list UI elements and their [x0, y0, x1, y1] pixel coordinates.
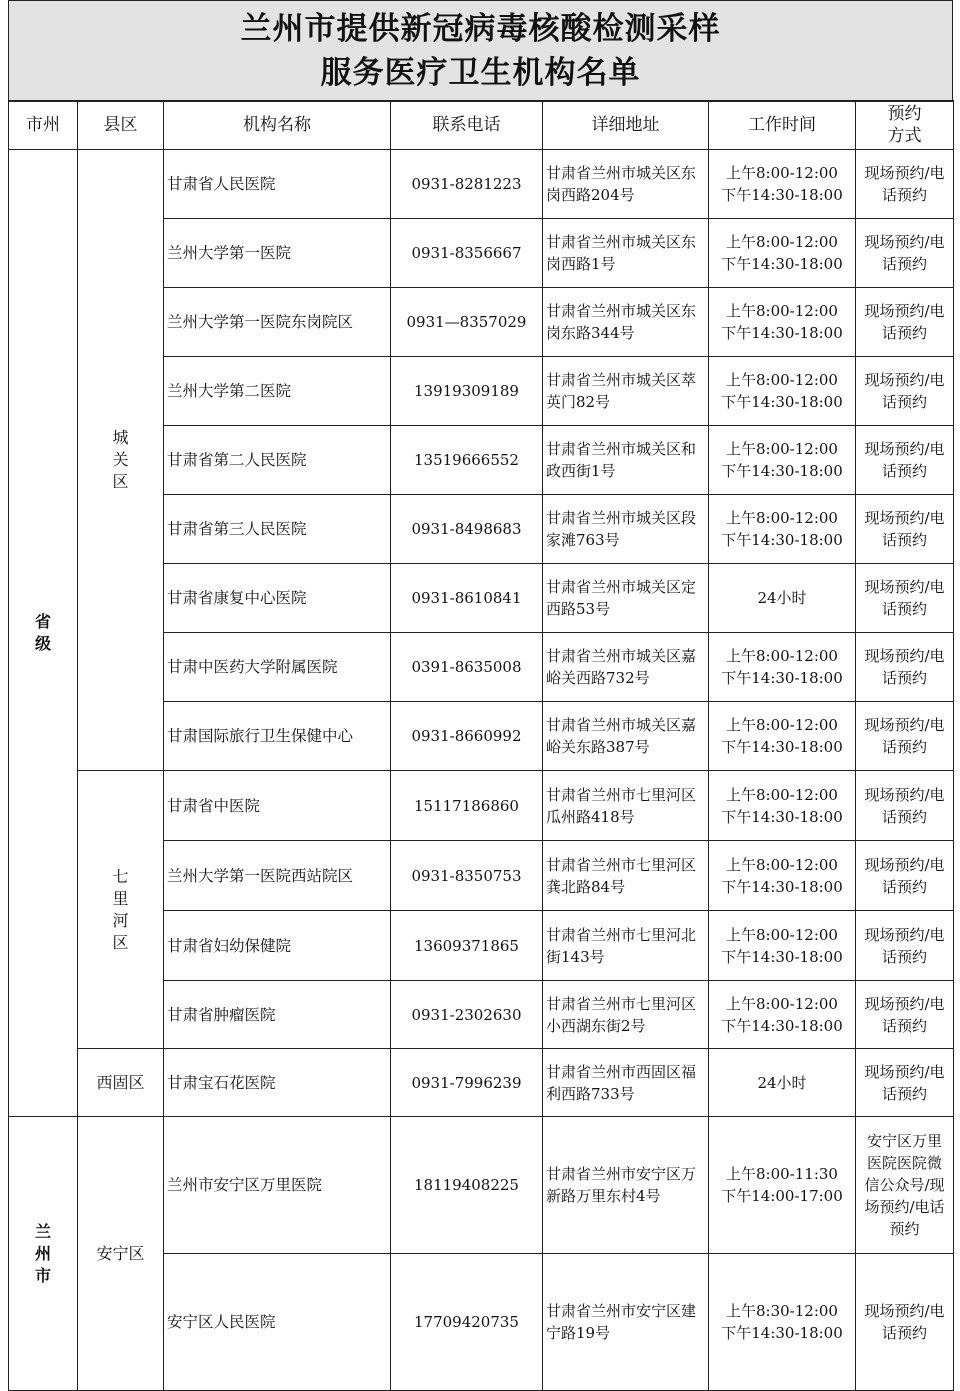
org-name: 甘肃宝石花医院: [164, 1049, 391, 1117]
address: 甘肃省兰州市安宁区万新路万里东村4号: [543, 1117, 709, 1254]
hours-pm: 下午14:30-18:00: [721, 947, 843, 966]
document-title: [8, 0, 953, 102]
work-hours: [709, 219, 856, 288]
phone-number: 0931—8357029: [391, 288, 543, 357]
booking-label: 现场预约/电话预约: [864, 578, 945, 618]
booking-method: [856, 564, 954, 633]
booking-method: [856, 633, 954, 702]
booking-label: 现场预约/电话预约: [864, 855, 945, 896]
table-body: [9, 150, 954, 1391]
booking-label: 现场预约/电话预约: [864, 440, 945, 480]
booking-label: 现场预约/电话预约: [864, 925, 945, 966]
city-label: 省级: [34, 612, 51, 653]
org-name: 甘肃中医药大学附属医院: [164, 633, 391, 702]
work-hours: [709, 702, 856, 771]
address: 甘肃省兰州市城关区东岗西路1号: [543, 219, 709, 288]
org-name: 甘肃省第二人民医院: [164, 426, 391, 495]
hours-pm: 下午14:30-18:00: [721, 393, 843, 411]
hours-pm: 下午14:30-18:00: [721, 186, 843, 204]
work-hours: [709, 1117, 856, 1254]
phone-number: 0931-2302630: [391, 981, 543, 1049]
address: 甘肃省兰州市七里河北街143号: [543, 911, 709, 981]
phone-number: 13519666552: [391, 426, 543, 495]
hours-am: 24小时: [757, 1073, 807, 1092]
address: 甘肃省兰州市城关区嘉峪关东路387号: [543, 702, 709, 771]
address: 甘肃省兰州市七里河区小西湖东街2号: [543, 981, 709, 1049]
hours-pm: 下午14:30-18:00: [721, 877, 843, 896]
header-city: 市州: [9, 101, 78, 150]
work-hours: [709, 1254, 856, 1391]
phone-number: 18119408225: [391, 1117, 543, 1254]
hours-am: 上午8:00-12:00: [726, 302, 838, 320]
org-name: 甘肃省人民医院: [164, 150, 391, 219]
booking-label: 现场预约/电话预约: [864, 302, 945, 342]
table-row: [9, 1117, 954, 1254]
hours-am: 上午8:00-12:00: [726, 994, 838, 1013]
county-label: 安宁区: [96, 1243, 145, 1263]
booking-method: [856, 150, 954, 219]
hours-am: 上午8:00-12:00: [726, 440, 838, 458]
county-cell: [78, 1117, 164, 1391]
org-name: 兰州市安宁区万里医院: [164, 1117, 391, 1254]
hours-pm: 下午14:30-18:00: [721, 1324, 843, 1342]
booking-label: 现场预约/电话预约: [864, 1062, 945, 1103]
county-cell: [78, 771, 164, 1049]
hours-am: 上午8:00-12:00: [726, 509, 838, 527]
booking-label: 现场预约/电话预约: [864, 371, 945, 411]
work-hours: [709, 1049, 856, 1117]
county-cell: [78, 150, 164, 771]
booking-method: [856, 841, 954, 911]
work-hours: [709, 911, 856, 981]
work-hours: [709, 426, 856, 495]
org-name: 甘肃省康复中心医院: [164, 564, 391, 633]
hours-am: 上午8:00-12:00: [726, 164, 838, 182]
booking-method: [856, 1049, 954, 1117]
hours-pm: 下午14:30-18:00: [721, 531, 843, 549]
address: 甘肃省兰州市城关区东岗东路344号: [543, 288, 709, 357]
header-address: 详细地址: [543, 101, 709, 150]
org-name: 甘肃省妇幼保健院: [164, 911, 391, 981]
org-name: 甘肃省第三人民医院: [164, 495, 391, 564]
hours-pm: 下午14:30-18:00: [721, 807, 843, 826]
org-name: 兰州大学第一医院东岗院区: [164, 288, 391, 357]
booking-method: [856, 1117, 954, 1254]
booking-method: [856, 911, 954, 981]
phone-number: 0931-8281223: [391, 150, 543, 219]
booking-label: 现场预约/电话预约: [864, 647, 945, 687]
county-label: 城关区: [112, 428, 129, 491]
hours-am: 24小时: [757, 589, 807, 607]
address: 甘肃省兰州市七里河区瓜州路418号: [543, 771, 709, 841]
org-name: 安宁区人民医院: [164, 1254, 391, 1391]
org-name: 甘肃省肿瘤医院: [164, 981, 391, 1049]
booking-method: [856, 702, 954, 771]
phone-number: 0391-8635008: [391, 633, 543, 702]
hours-pm: 下午14:30-18:00: [721, 669, 843, 687]
phone-number: 0931-8498683: [391, 495, 543, 564]
address: 甘肃省兰州市安宁区建宁路19号: [543, 1254, 709, 1391]
booking-label: 现场预约/电话预约: [864, 785, 945, 826]
work-hours: [709, 150, 856, 219]
header-org: 机构名称: [164, 101, 391, 150]
title-line-1: 兰州市提供新冠病毒核酸检测采样: [240, 11, 721, 47]
work-hours: [709, 981, 856, 1049]
phone-number: 13919309189: [391, 357, 543, 426]
title-line-2: 服务医疗卫生机构名单: [320, 55, 641, 91]
booking-label: 现场预约/电话预约: [864, 509, 945, 549]
address: 甘肃省兰州市七里河区龚北路84号: [543, 841, 709, 911]
booking-method: [856, 288, 954, 357]
hours-pm: 下午14:30-18:00: [721, 324, 843, 342]
booking-label: 安宁区万里医院医院微信公众号/现场预约/电话预约: [864, 1132, 945, 1238]
address: 甘肃省兰州市城关区定西路53号: [543, 564, 709, 633]
booking-method: [856, 357, 954, 426]
city-cell: [9, 1117, 78, 1391]
address: 甘肃省兰州市西固区福利西路733号: [543, 1049, 709, 1117]
phone-number: 0931-8350753: [391, 841, 543, 911]
document-sheet: [8, 0, 953, 1389]
header-hours: 工作时间: [709, 101, 856, 150]
hours-am: 上午8:00-12:00: [726, 233, 838, 251]
booking-label: 现场预约/电话预约: [864, 164, 945, 204]
booking-label: 现场预约/电话预约: [864, 994, 945, 1035]
work-hours: [709, 633, 856, 702]
work-hours: [709, 564, 856, 633]
booking-method: [856, 1254, 954, 1391]
booking-label: 现场预约/电话预约: [864, 233, 945, 273]
header-booking-label: 预约方式: [887, 104, 922, 146]
table-row: [9, 1049, 954, 1117]
phone-number: 17709420735: [391, 1254, 543, 1391]
phone-number: 0931-8610841: [391, 564, 543, 633]
phone-number: 15117186860: [391, 771, 543, 841]
booking-method: [856, 981, 954, 1049]
phone-number: 0931-8660992: [391, 702, 543, 771]
org-name: 甘肃省中医院: [164, 771, 391, 841]
header-row: [9, 101, 954, 150]
hours-pm: 下午14:30-18:00: [721, 1016, 843, 1035]
address: 甘肃省兰州市城关区东岗西路204号: [543, 150, 709, 219]
org-name: 兰州大学第二医院: [164, 357, 391, 426]
hours-am: 上午8:00-12:00: [726, 785, 838, 804]
booking-method: [856, 426, 954, 495]
address: 甘肃省兰州市城关区萃英门82号: [543, 357, 709, 426]
table-row: [9, 771, 954, 841]
hours-am: 上午8:00-12:00: [726, 855, 838, 874]
table-row: [9, 150, 954, 219]
institution-table: [8, 100, 954, 1391]
work-hours: [709, 771, 856, 841]
county-label: 七里河区: [112, 866, 129, 952]
work-hours: [709, 841, 856, 911]
address: 甘肃省兰州市城关区嘉峪关西路732号: [543, 633, 709, 702]
city-label: 兰州市: [34, 1221, 51, 1285]
org-name: 兰州大学第一医院: [164, 219, 391, 288]
hours-am: 上午8:00-11:30: [726, 1165, 838, 1183]
address: 甘肃省兰州市城关区段家滩763号: [543, 495, 709, 564]
header-county: 县区: [78, 101, 164, 150]
work-hours: [709, 495, 856, 564]
phone-number: 13609371865: [391, 911, 543, 981]
county-label: 西固区: [96, 1072, 145, 1092]
hours-am: 上午8:00-12:00: [726, 647, 838, 665]
address: 甘肃省兰州市城关区和政西街1号: [543, 426, 709, 495]
hours-pm: 下午14:30-18:00: [721, 738, 843, 756]
work-hours: [709, 357, 856, 426]
org-name: 兰州大学第一医院西站院区: [164, 841, 391, 911]
booking-method: [856, 219, 954, 288]
hours-am: 上午8:30-12:00: [726, 1302, 838, 1320]
hours-pm: 下午14:30-18:00: [721, 255, 843, 273]
work-hours: [709, 288, 856, 357]
hours-am: 上午8:00-12:00: [726, 371, 838, 389]
booking-label: 现场预约/电话预约: [864, 1302, 945, 1342]
booking-method: [856, 771, 954, 841]
header-phone: 联系电话: [391, 101, 543, 150]
hours-am: 上午8:00-12:00: [726, 716, 838, 734]
org-name: 甘肃国际旅行卫生保健中心: [164, 702, 391, 771]
phone-number: 0931-8356667: [391, 219, 543, 288]
header-booking: [856, 101, 954, 150]
booking-label: 现场预约/电话预约: [864, 716, 945, 756]
county-cell: [78, 1049, 164, 1117]
phone-number: 0931-7996239: [391, 1049, 543, 1117]
hours-pm: 下午14:00-17:00: [721, 1187, 843, 1205]
city-cell: [9, 150, 78, 1117]
booking-method: [856, 495, 954, 564]
hours-pm: 下午14:30-18:00: [721, 462, 843, 480]
hours-am: 上午8:00-12:00: [726, 925, 838, 944]
